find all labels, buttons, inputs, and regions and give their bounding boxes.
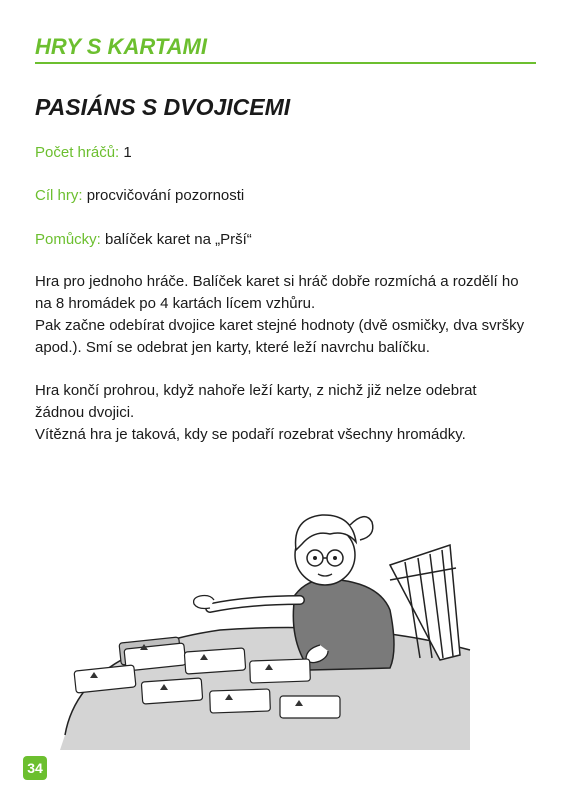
rules-paragraph-2 <box>35 380 540 446</box>
section-divider <box>35 62 536 64</box>
page-title: PASIÁNS S DVOJICEMI <box>35 94 291 120</box>
rules-line: Pak začne odebírat dvojice karet stejné hodnoty (dvě osmičky, dva svršky <box>35 317 525 334</box>
section-title: HRY S KARTAMI <box>35 34 207 59</box>
goal-label: Cíl hry: <box>35 187 83 204</box>
rules-paragraph-1 <box>35 271 540 359</box>
players-label: Počet hráčů: <box>35 144 120 161</box>
players-info <box>35 143 132 163</box>
rules-line: žádnou dvojici. <box>35 404 135 421</box>
page-number: 34 <box>23 756 47 780</box>
tools-info <box>35 230 252 250</box>
rules-line: Hra pro jednoho hráče. Balíček karet si hráč dobře rozmíchá a rozdělí ho <box>35 273 519 290</box>
rules-line: apod.). Smí se odebrat jen karty, které leží navrchu balíčku. <box>35 339 430 356</box>
girl-playing-cards-illustration <box>60 500 480 750</box>
players-value: 1 <box>123 144 132 161</box>
rules-line: na 8 hromádek po 4 kartách lícem vzhůru. <box>35 295 316 312</box>
rules-line: Vítězná hra je taková, kdy se podaří rozebrat všechny hromádky. <box>35 426 466 443</box>
tools-label: Pomůcky: <box>35 231 101 248</box>
goal-value: procvičování pozornosti <box>86 187 245 204</box>
tools-value: balíček karet na „Prší“ <box>105 231 252 248</box>
goal-info <box>35 186 244 206</box>
rules-line: Hra končí prohrou, když nahoře leží karty, z nichž již nelze odebrat <box>35 382 477 399</box>
